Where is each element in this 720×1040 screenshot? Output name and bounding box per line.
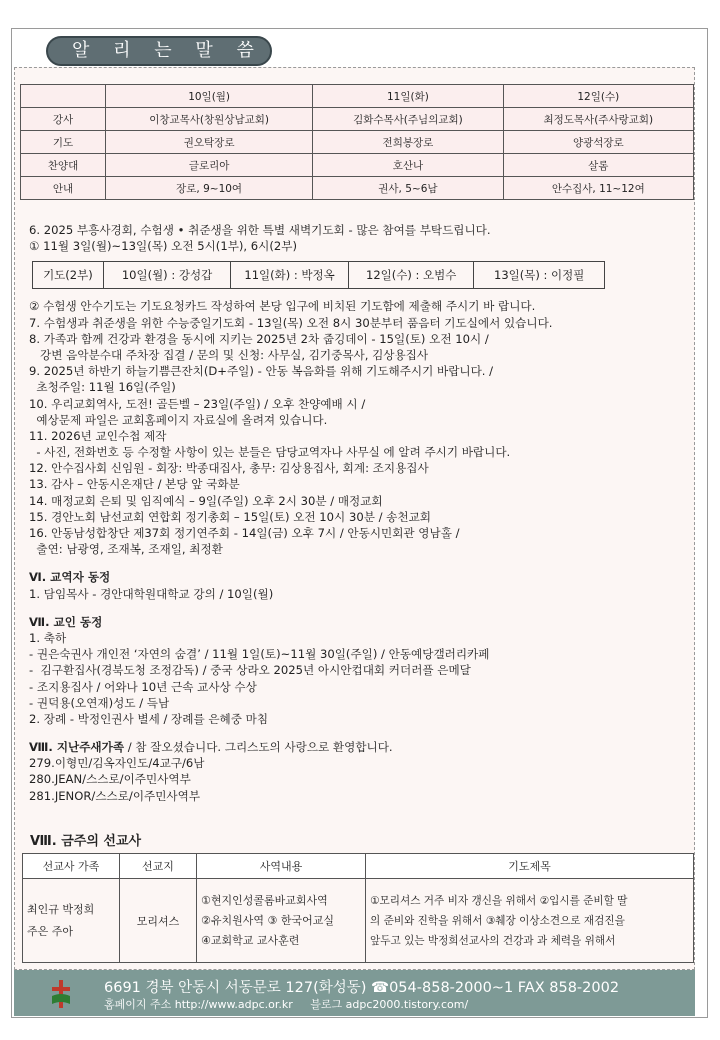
member-news-item: - 조지용집사 / 어와나 10년 근속 교사상 수상 [29,679,257,694]
schedule-cell: 전희봉장로 [313,131,503,154]
mission-header: 기도제목 [366,854,694,879]
new-family-item: 279.이형민/김옥자인도/4교구/6남 [29,756,205,771]
missionary-heading: Ⅷ. 금주의 선교사 [30,834,142,849]
footer-web: 홈페이지 주소 http://www.adpc.or.kr 블로그 adpc2000.tistory.com/ [104,998,469,1011]
notice-line: - 사진, 전화번호 등 수정할 사항이 있는 분들은 담당교역자나 사무실 에 알려 주시기 바랍니다. [29,445,511,460]
footer-address: 6691 경북 안동시 서동문로 127(화성동) ☎054-858-2000~1 FAX 858-2002 [104,980,620,996]
notice-line: 7. 수험생과 취준생을 위한 수능중일기도회 - 13일(목) 오전 8시 30분부터 품음터 기도실에서 있습니다. [29,315,553,330]
mission-header: 사역내용 [197,854,366,879]
schedule-cell: 최정도목사(주사랑교회) [503,108,693,131]
notice-line: 6. 2025 부흥사경회, 수험생 • 취준생을 위한 특별 새벽기도회 - 많은 참여를 부탁드립니다. [29,223,491,237]
prayer-cell: 12일(수) : 오범수 [349,262,475,288]
new-family-item: 280.JEAN/스스로/이주민사역부 [29,772,191,787]
notice-line: 14. 매정교회 은퇴 및 임직예식 – 9일(주일) 오후 2시 30분 / 매정교회 [29,493,383,508]
mission-header: 선교사 가족 [23,854,120,879]
schedule-day-header: 12일(수) [503,85,693,108]
notice-line: 초청주일: 11월 16일(주일) [29,380,176,395]
section-title: 알 리 는 말 씀 [46,36,272,66]
notice-line: ① 11월 3일(월)~13일(목) 오전 5시(1부), 6시(2부) [29,239,297,254]
prayer-line: 앞두고 있는 박정희선교사의 건강과 과 체력을 위해서 [370,934,616,947]
family-line: 주은 주아 [27,924,74,938]
notice-line: 16. 안동남성합창단 제37회 정기연주회 - 14일(금) 오후 7시 / 안동시민회관 영남홀 / [29,526,460,540]
schedule-cell: 권사, 5~6남 [313,177,503,200]
ministry-news-item: 1. 담임목사 - 경안대학원대학교 강의 / 10일(월) [29,586,274,601]
work-line: ①현지인성콜롬바교회사역 [201,893,328,907]
family-line: 최인규 박정희 [27,902,95,916]
schedule-cell: 글로리아 [106,154,313,177]
prayer-cell: 10일(월) : 강성갑 [104,262,232,288]
notice-line: 15. 경안노회 남선교회 연합회 정기총회 – 15일(토) 오전 10시 30분 / 송천교회 [29,509,431,524]
ministry-news-heading: Ⅵ. 교역자 동정 [29,570,111,585]
schedule-cell: 이창교목사(창원상남교회) [106,108,313,131]
schedule-row-label: 찬양대 [21,154,106,177]
schedule-row-label: 강사 [21,108,106,131]
schedule-cell: 장로, 9~10여 [106,177,313,200]
member-news-item: 2. 장례 - 박정인권사 별세 / 장례를 은혜중 마침 [29,711,269,726]
notice-line: 10. 우리교회역사, 도전! 골든벨 – 23일(주일) / 오후 찬양예배 시 / [29,396,366,411]
prayer-schedule [32,261,605,289]
schedule-cell: 양광석장로 [503,131,693,154]
schedule-cell: 권오탁장로 [106,131,313,154]
schedule-corner [21,85,106,108]
schedule-row-label: 기도 [21,131,106,154]
schedule-row-label: 안내 [21,177,106,200]
schedule-day-header: 11일(화) [313,85,503,108]
member-news-heading: Ⅶ. 교인 동정 [29,614,103,629]
notice-line: 12. 안수집사회 신임원 - 회장: 박종대집사, 총무: 김상용집사, 회계: 조지용집사 [29,461,429,476]
notice-line: 8. 가족과 함께 건강과 환경을 동시에 지키는 2025년 2차 줍깅데이 - 15일(토) 오전 10시 / [29,331,489,346]
schedule-cell: 김화수목사(주님의교회) [313,108,503,131]
missionary-table [22,853,694,963]
schedule-cell: 호산나 [313,154,503,177]
work-line: ④교회학교 교사훈련 [201,933,300,947]
missionary-family [23,879,120,963]
member-news-item: - 권덕용(오연재)성도 / 득남 [29,695,170,710]
notice-line: 강변 음악분수대 주차장 집결 / 문의 및 신청: 사무실, 김기중목사, 김상용집사 [29,347,429,362]
new-family-welcome: / 참 잘오셨습니다. 그리스도의 사랑으로 환영합니다. [124,740,393,755]
mission-prayer [366,879,694,963]
notice-line: 예상문제 파일은 교회홈페이지 자료실에 올려져 있습니다. [29,412,328,427]
new-family-heading [29,739,699,755]
member-news-item: 1. 축하 [29,630,67,645]
work-line: ②유치원사역 ③ 한국어교실 [201,913,334,927]
prayer-line: 의 준비와 진학을 위해서 ③췌장 이상소견으로 재검진을 [370,914,625,927]
notice-line: ② 수험생 안수기도는 기도요청카드 작성하여 본당 입구에 비치된 기도함에 제출해 주시기 바 랍니다. [29,299,536,314]
prayer-line: ①모리셔스 거주 비자 갱신을 위해서 ②입시를 준비할 딸 [370,894,628,907]
schedule-cell: 살롬 [503,154,693,177]
notice-line: 11. 2026년 교인수첩 제작 [29,428,167,443]
new-family-item: 281.JENOR/스스로/이주민사역부 [29,788,201,803]
schedule-cell: 안수집사, 11~12여 [503,177,693,200]
prayer-cell: 11일(화) : 박정옥 [231,262,349,288]
notice-line: 13. 감사 – 안동시온재단 / 본당 앞 국화분 [29,477,240,492]
member-news-item: - 권은숙권사 개인전 ‘자연의 숨결’ / 11월 1일(토)~11월 30일(주일) / 안동예당갤러리카페 [29,647,490,662]
member-news-item: - 김구환집사(경북도청 조정감독) / 중국 상라오 2025년 아시안컵대회 커더러플 은메달 [29,663,471,678]
mission-header: 선교지 [120,854,197,879]
prayer-cell: 13일(목) : 이정필 [494,268,585,283]
notice-body [29,222,699,804]
mission-field: 모리셔스 [120,879,197,963]
schedule-day-header: 10일(월) [106,85,313,108]
mission-work [197,879,366,963]
church-logo-icon [50,980,72,1008]
new-family-title: Ⅷ. 지난주새가족 [29,740,125,755]
revival-schedule-table [20,84,694,200]
notice-line: 9. 2025년 하반기 하늘기쁨큰잔치(D+주일) - 안동 복음화를 위해 기도해주시기 바랍니다. / [29,364,494,379]
footer-bar [14,970,695,1016]
notice-line: 출연: 남광영, 조재복, 조재일, 최정환 [29,542,223,557]
prayer-cell: 기도(2부) [33,262,104,288]
